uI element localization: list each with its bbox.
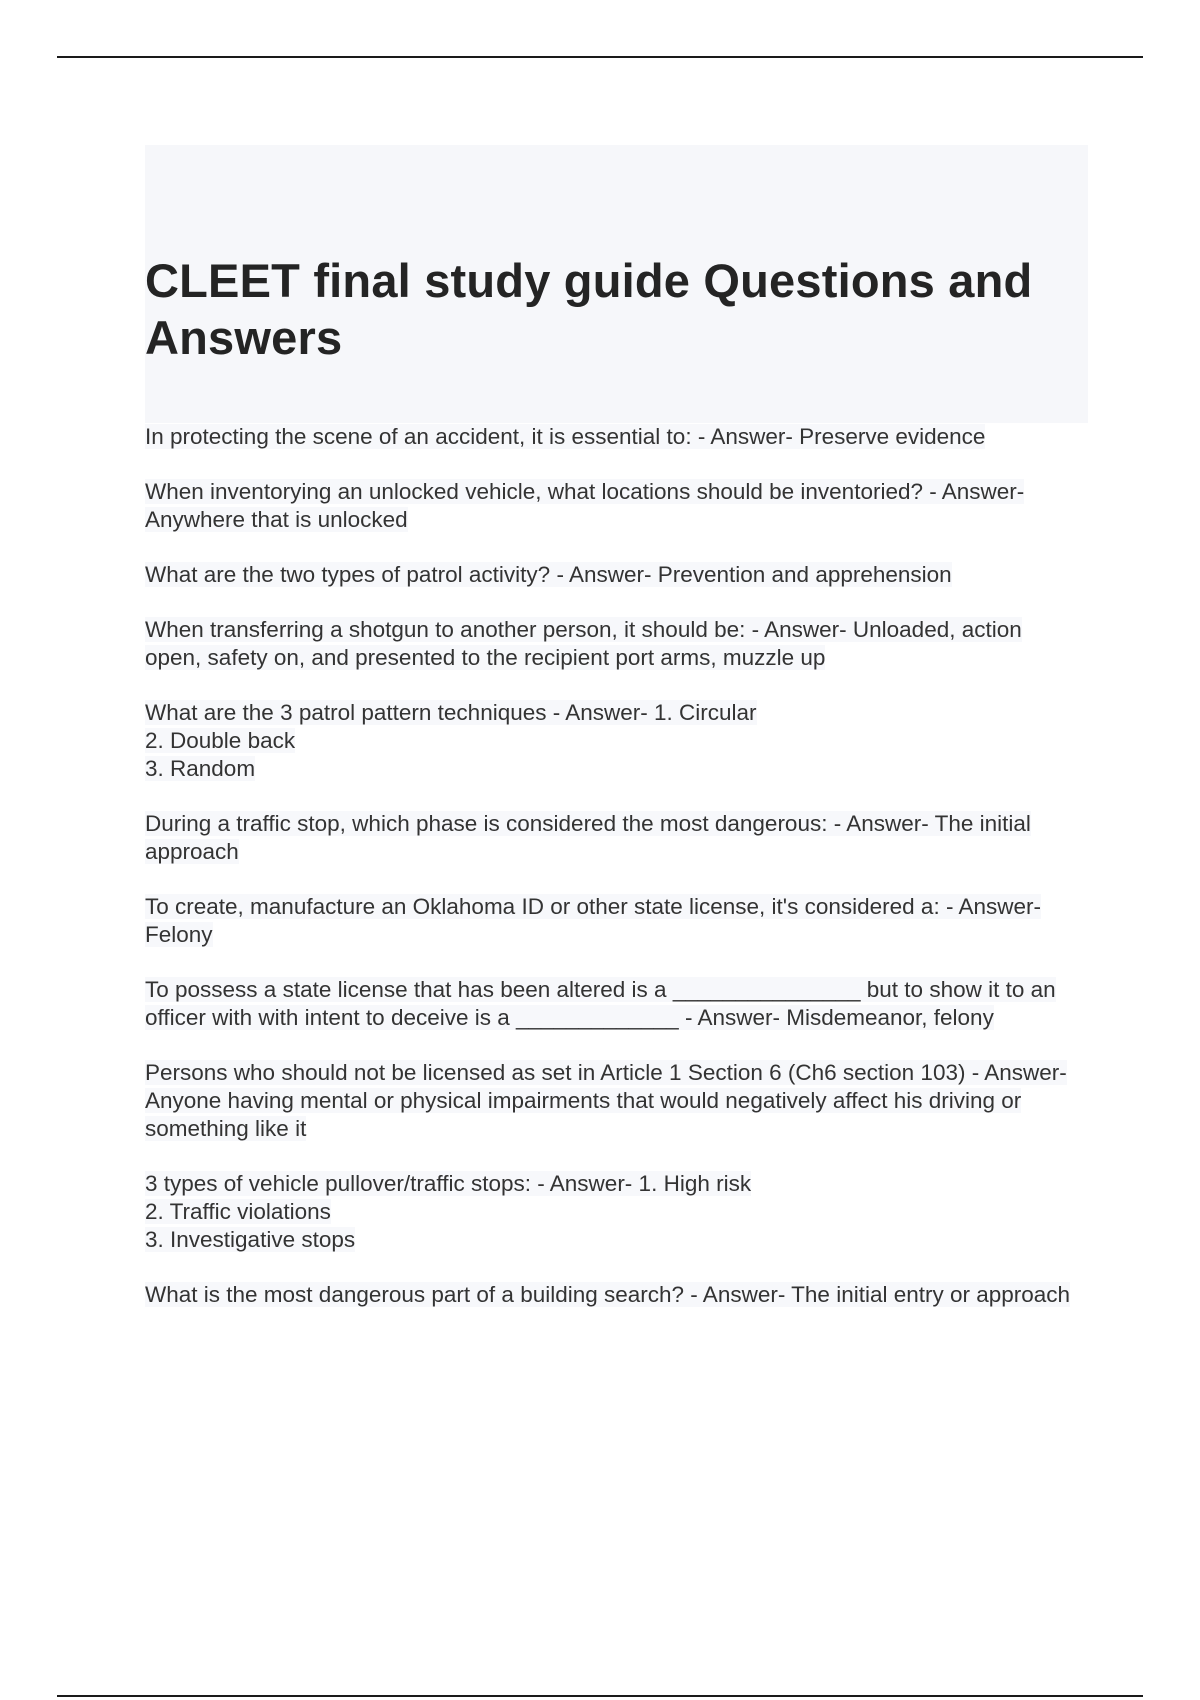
qa-text: In protecting the scene of an accident, it is essential to: - Answer- Preserve evidence bbox=[145, 424, 986, 449]
qa-text: What are the two types of patrol activity? - Answer- Prevention and apprehension bbox=[145, 562, 952, 587]
qa-item bbox=[145, 561, 1080, 589]
qa-item bbox=[145, 810, 1080, 866]
qa-text: What are the 3 patrol pattern techniques - Answer- 1. Circular 2. Double back 3. Random bbox=[145, 700, 757, 781]
qa-text: What is the most dangerous part of a building search? - Answer- The initial entry or approach bbox=[145, 1282, 1071, 1307]
bottom-rule bbox=[57, 1695, 1143, 1697]
qa-text: 3 types of vehicle pullover/traffic stops: - Answer- 1. High risk 2. Traffic violations 3. Investigative stops bbox=[145, 1171, 752, 1252]
qa-text: To create, manufacture an Oklahoma ID or other state license, it's considered a: - Answer- Felony bbox=[145, 894, 1041, 947]
qa-text: When inventorying an unlocked vehicle, what locations should be inventoried? - Answer- Anywhere that is unlocked bbox=[145, 479, 1025, 532]
qa-item bbox=[145, 1281, 1080, 1309]
document-title: CLEET final study guide Questions and Answers bbox=[145, 254, 1033, 364]
qa-item bbox=[145, 893, 1080, 949]
qa-item bbox=[145, 1059, 1080, 1143]
qa-text: Persons who should not be licensed as set in Article 1 Section 6 (Ch6 section 103) - Answer- Anyone having mental or physical impairments that would negatively affect his driving or something like it bbox=[145, 1060, 1067, 1141]
qa-item bbox=[145, 423, 1080, 451]
qa-text: During a traffic stop, which phase is considered the most dangerous: - Answer- The initial approach bbox=[145, 811, 1031, 864]
qa-text: To possess a state license that has been altered is a _______________ but to show it to an officer with with intent to deceive is a _____________ - Answer- Misdemeanor, felony bbox=[145, 977, 1056, 1030]
qa-list bbox=[145, 423, 1080, 1336]
qa-item bbox=[145, 1170, 1080, 1254]
qa-item bbox=[145, 699, 1080, 783]
top-rule bbox=[57, 56, 1143, 58]
qa-text: When transferring a shotgun to another person, it should be: - Answer- Unloaded, action open, safety on, and presented to the recipient port arms, muzzle up bbox=[145, 617, 1022, 670]
qa-item bbox=[145, 478, 1080, 534]
qa-item bbox=[145, 616, 1080, 672]
qa-item bbox=[145, 976, 1080, 1032]
